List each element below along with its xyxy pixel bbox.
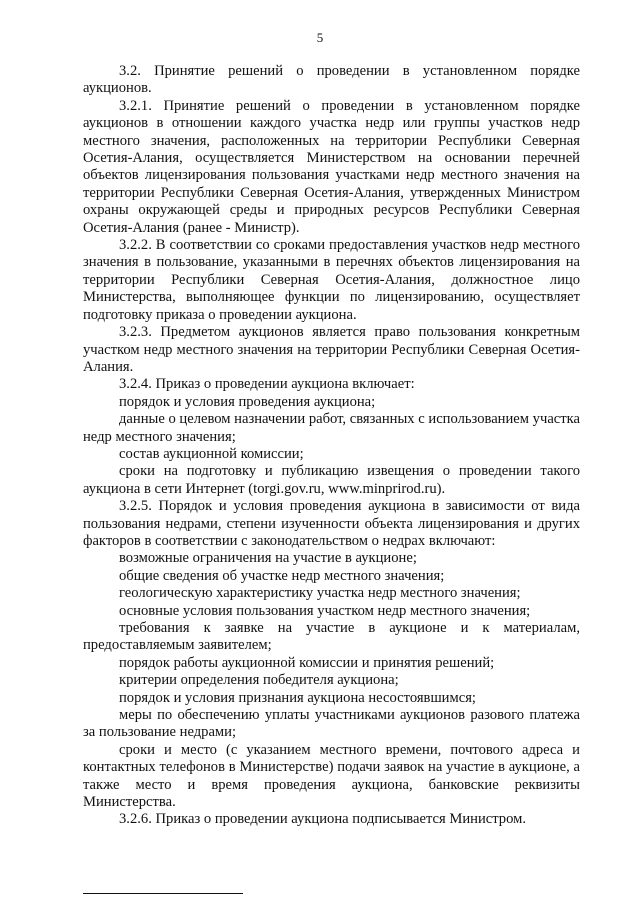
list-item: данные о целевом назначении работ, связанных с использованием участка недр местного значения; (83, 411, 580, 445)
page-number: 5 (316, 30, 324, 45)
list-item: сроки на подготовку и публикацию извещения о проведении такого аукциона в сети Интернет (torgi.gov.ru, www.minprirod.ru). (83, 463, 580, 497)
list-item: порядок работы аукционной комиссии и принятия решений; (119, 654, 495, 671)
paragraph: 3.2. Принятие решений о проведении в установленном порядке аукционов. (83, 63, 580, 97)
list-item: порядок и условия проведения аукциона; (119, 393, 376, 410)
list-item: основные условия пользования участком недр местного значения; (119, 602, 531, 619)
paragraph: 3.2.6. Приказ о проведении аукциона подписывается Министром. (119, 811, 526, 828)
list-item: критерии определения победителя аукциона; (119, 672, 399, 689)
list-item: общие сведения об участке недр местного значения; (119, 567, 445, 584)
list-item: сроки и место (с указанием местного времени, почтового адреса и контактных телефонов в Министерстве) подачи заявок на участие в аукционе, а также место и время проведения аукциона, банковские реквизиты Министерства. (83, 741, 580, 811)
list-item: меры по обеспечению уплаты участниками аукционов разового платежа за пользование недрами; (83, 707, 580, 741)
paragraph: 3.2.5. Порядок и условия проведения аукциона в зависимости от вида пользования недрами, степени изученности объекта лицензирования и других факторов в соответствии с законодательством о недрах включают: (83, 498, 580, 549)
list-item: порядок и условия признания аукциона несостоявшимся; (119, 689, 476, 706)
paragraph: 3.2.1. Принятие решений о проведении в установленном порядке аукционов в отношении каждого участка недр или группы участков недр местного значения, расположенных на территории Республики Северная Осетия-Алания, осуществляется Министерством на основании перечней объектов лицензирования пользования участками недр местного значения на территории Республики Северная Осетия-Алания, утвержденных Министром охраны окружающей среды и природных ресурсов Республики Северная Осетия-Алания (ранее - Министр). (83, 97, 580, 236)
list-item: состав аукционной комиссии; (119, 445, 304, 462)
paragraph: 3.2.3. Предметом аукционов является право пользования конкретным участком недр местного значения на территории Республики Северная Осетия-Алания. (83, 324, 580, 375)
list-item: требования к заявке на участие в аукционе и к материалам, предоставляемым заявителем; (83, 620, 580, 654)
list-item: геологическую характеристику участка недр местного значения; (119, 585, 521, 602)
list-item: возможные ограничения на участие в аукционе; (119, 550, 417, 567)
paragraph: 3.2.2. В соответствии со сроками предоставления участков недр местного значения в пользование, указанными в перечнях объектов лицензирования на территории Республики Северная Осетия-Алания, должностное лицо Министерства, выполняющее функции по лицензированию, осуществляет подготовку приказа о проведении аукциона. (83, 237, 580, 323)
footer-rule (83, 893, 243, 894)
paragraph: 3.2.4. Приказ о проведении аукциона включает: (119, 376, 415, 393)
document-body (83, 63, 580, 829)
